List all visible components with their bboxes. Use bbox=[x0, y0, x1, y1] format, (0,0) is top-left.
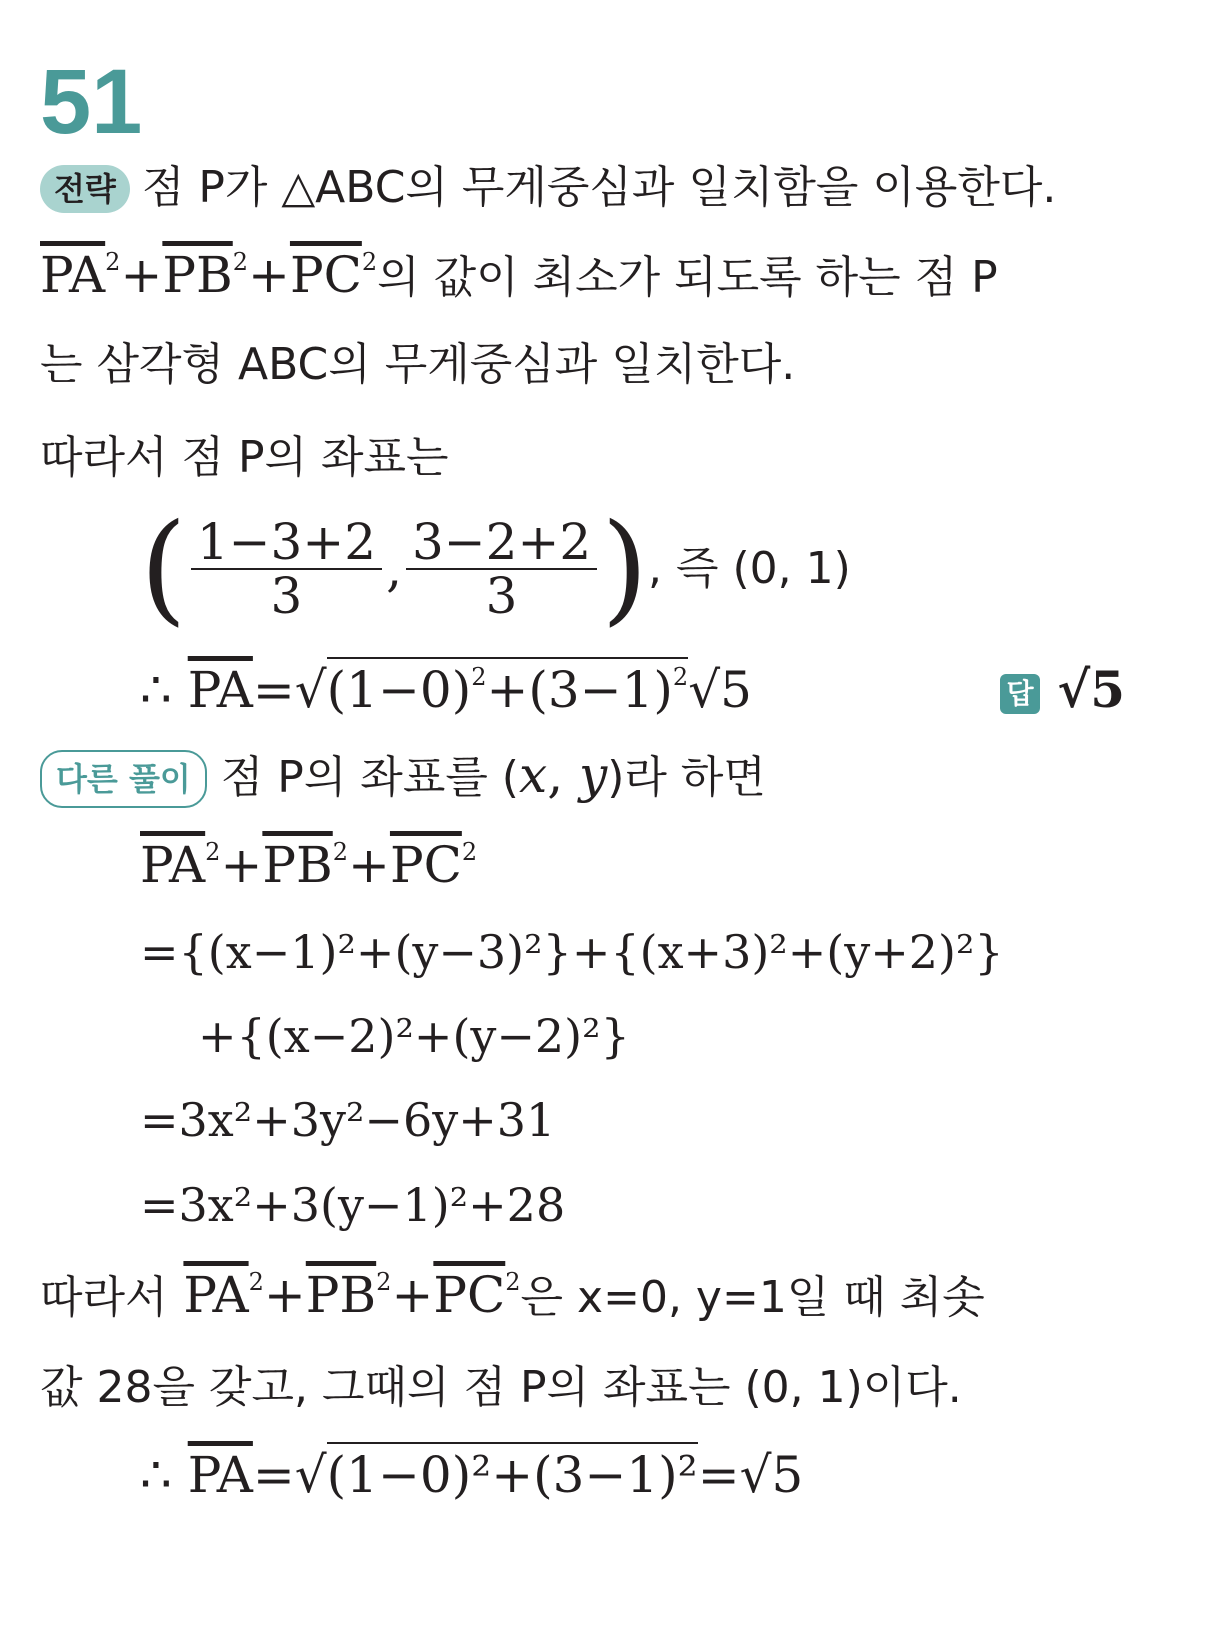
main-line-3 bbox=[40, 425, 449, 488]
left-paren: ( bbox=[140, 499, 187, 638]
equals-sign: = bbox=[252, 661, 295, 719]
fraction-x bbox=[191, 513, 382, 625]
segment-pa: $\overline{PA}$ bbox=[187, 661, 253, 719]
strategy-line bbox=[40, 155, 1056, 218]
problem-number: 51 bbox=[40, 51, 143, 153]
plus-sign: + bbox=[220, 836, 263, 894]
alt-solution-badge: 다른 풀이 bbox=[40, 750, 207, 808]
main-line-1-tail: 의 값이 최소가 되도록 하는 점 P bbox=[377, 252, 998, 303]
segment-pb: $\overline{PB}$ bbox=[262, 836, 333, 894]
coordinate-tail: , 즉 (0, 1) bbox=[648, 543, 851, 594]
fraction-y-denominator: 3 bbox=[485, 567, 518, 625]
segment-pc: $\overline{PC}$ bbox=[433, 1266, 506, 1324]
var-x: x bbox=[518, 746, 548, 804]
main-line-1 bbox=[40, 245, 998, 308]
term-1: (1−0) bbox=[326, 661, 472, 719]
var-y: y bbox=[578, 746, 608, 804]
alt-eq-3: +{(x−2)²+(y−2)²} bbox=[198, 1009, 630, 1063]
exponent: 2 bbox=[205, 838, 221, 866]
exponent: 2 bbox=[105, 248, 121, 276]
alt-sum-line bbox=[140, 835, 477, 895]
main-line-3-text: 따라서 점 P의 좌표는 bbox=[40, 432, 449, 483]
result-value: =√5 bbox=[697, 1446, 804, 1504]
fraction-y-numerator: 3−2+2 bbox=[406, 516, 597, 570]
centroid-coordinate: ( $\frac{1-3+2}{3}$ , $\frac{3-2+2}{3}$ ), 즉 (0, 1) bbox=[140, 499, 851, 638]
therefore-line-1: ∴ $\overline{PA}=√(1-0)^2+(3-1)^2√5$ bbox=[140, 660, 752, 720]
segment-pb: $\overline{PB}$ bbox=[162, 246, 233, 304]
main-line-2-text: 는 삼각형 ABC의 무게중심과 일치한다. bbox=[40, 339, 796, 390]
fraction-x-denominator: 3 bbox=[270, 567, 303, 625]
exponent: 2 bbox=[505, 1268, 521, 1296]
main-line-2 bbox=[40, 332, 795, 395]
plus-sign: + bbox=[120, 246, 163, 304]
conclusion-text: 값 28을 갖고, 그때의 점 P의 좌표는 (0, 1)이다. bbox=[40, 1362, 962, 1413]
exponent: 2 bbox=[461, 838, 478, 866]
answer-value: √5 bbox=[1057, 660, 1126, 719]
exponent: 2 bbox=[248, 1268, 264, 1296]
exponent: 2 bbox=[376, 1268, 392, 1296]
exponent: 2 bbox=[471, 663, 487, 691]
alt-intro-tail: )라 하면 bbox=[607, 752, 766, 803]
fraction-x-numerator: 1−3+2 bbox=[191, 516, 382, 570]
plus-sign: + bbox=[248, 246, 290, 304]
segment-pa: $\overline{PA}$ bbox=[40, 246, 106, 304]
alt-eq-5: =3x²+3(y−1)²+28 bbox=[140, 1178, 566, 1232]
conclusion-line-1 bbox=[40, 1265, 985, 1328]
alt-line-1 bbox=[40, 745, 766, 808]
therefore-symbol: ∴ bbox=[140, 661, 172, 719]
therefore-symbol: ∴ bbox=[140, 1446, 172, 1504]
segment-pa: $\overline{PA}$ bbox=[140, 836, 206, 894]
segment-pa: $\overline{PA}$ bbox=[187, 1446, 253, 1504]
fraction-y bbox=[406, 513, 597, 625]
answer-block bbox=[1000, 660, 1125, 720]
comma: , bbox=[547, 746, 579, 804]
segment-pc: $\overline{PC}$ bbox=[389, 836, 462, 894]
sqrt-radicand: (1−0)²+(3−1)² bbox=[327, 1442, 698, 1504]
exponent: 2 bbox=[672, 663, 689, 691]
conclusion-tail: 은 x=0, y=1일 때 최솟 bbox=[520, 1272, 985, 1323]
right-paren: ) bbox=[601, 499, 649, 638]
equals-sign: = bbox=[252, 1446, 295, 1504]
segment-pa: $\overline{PA}$ bbox=[183, 1266, 249, 1324]
segment-pb: $\overline{PB}$ bbox=[305, 1266, 377, 1324]
segment-pc: $\overline{PC}$ bbox=[289, 246, 362, 304]
plus-sign: + bbox=[348, 836, 390, 894]
plus-sign: + bbox=[263, 1266, 306, 1324]
alt-intro: 점 P의 좌표를 ( bbox=[220, 752, 519, 803]
strategy-text: 점 P가 △ABC의 무게중심과 일치함을 이용한다. bbox=[141, 162, 1057, 213]
final-line: ∴ $\overline{PA}=√(1-0)^2+(3-1)^2=√5$ bbox=[140, 1445, 803, 1505]
term-2: +(3−1) bbox=[486, 661, 673, 719]
sqrt-radicand bbox=[327, 657, 689, 719]
strategy-badge: 전략 bbox=[40, 165, 130, 213]
alt-eq-4: =3x²+3y²−6y+31 bbox=[140, 1093, 556, 1147]
conclusion-line-2 bbox=[40, 1355, 962, 1418]
conclusion-prefix: 따라서 bbox=[40, 1272, 168, 1323]
answer-label: 답 bbox=[1000, 674, 1040, 714]
exponent: 2 bbox=[361, 248, 378, 276]
alt-eq-2: ={(x−1)²+(y−3)²}+{(x+3)²+(y+2)²} bbox=[140, 925, 1004, 979]
plus-sign: + bbox=[391, 1266, 434, 1324]
exponent: 2 bbox=[332, 838, 349, 866]
exponent: 2 bbox=[232, 248, 249, 276]
result-value: √5 bbox=[688, 661, 752, 719]
